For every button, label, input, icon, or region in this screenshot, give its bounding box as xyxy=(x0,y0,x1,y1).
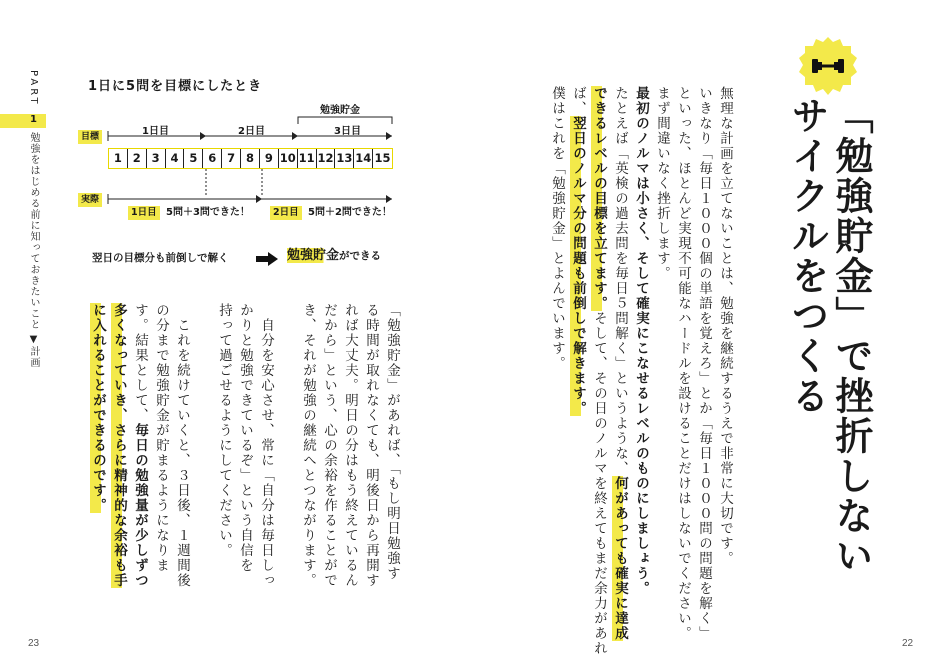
number-cell: 10 xyxy=(279,149,298,168)
barbell-icon xyxy=(798,36,858,96)
body-line: いきなり「毎日１０００個の単語を覚えろ」とか「毎日１０００問の問題を解く」 xyxy=(696,86,712,641)
actual-day-tag: 2日目 xyxy=(270,206,302,220)
number-cell: 4 xyxy=(166,149,185,168)
number-cell: 14 xyxy=(354,149,373,168)
page-title xyxy=(785,96,873,576)
number-cell: 3 xyxy=(147,149,166,168)
flow-left-text: 翌日の目標分も前倒しで解く xyxy=(92,252,229,264)
actual-label: 実際 xyxy=(78,193,102,207)
body-line: かりと勉強できているぞ」という自信を xyxy=(237,303,253,573)
body-line: ば、 xyxy=(570,86,586,116)
body-line: といった、ほとんど実現不可能なハードルを設けることだけはしないでください。 xyxy=(675,86,691,641)
goal-day-label: 2日目 xyxy=(238,126,265,137)
number-cell: 9 xyxy=(260,149,279,168)
flow-right-rest: ができる xyxy=(339,250,382,262)
actual-day-tag: 1日目 xyxy=(128,206,160,220)
number-cell: 11 xyxy=(298,149,317,168)
part-label: PART xyxy=(28,70,39,107)
body-line: る時間が取れなくても、明後日から再開す xyxy=(363,303,379,588)
number-cell: 12 xyxy=(317,149,336,168)
goal-day-label: 3日目 xyxy=(334,126,361,137)
goal-day-label: 1日目 xyxy=(142,126,169,137)
body-line: き、それが勉強の継続へとつながります。 xyxy=(300,303,316,588)
body-highlight: できるレベルの目標を立てます。 xyxy=(591,86,607,311)
body-highlight: に入れることができるのです。 xyxy=(90,303,106,513)
flow-right-bold: 勉強貯金 xyxy=(287,248,340,263)
goal-label: 目標 xyxy=(78,130,102,144)
body-line: だから」という、心の余裕を作ることがで xyxy=(321,303,337,588)
part-number: 1 xyxy=(30,114,37,125)
body-line: まず間違いなく挫折します。 xyxy=(654,86,670,281)
title-line-2: サイクルをつくる xyxy=(785,96,829,416)
number-cell: 6 xyxy=(203,149,222,168)
flow-right-text xyxy=(287,248,381,263)
page-number-left: 23 xyxy=(28,638,40,649)
number-cell: 1 xyxy=(109,149,128,168)
body-highlight: 何があっても確実に達成 xyxy=(612,476,628,641)
savings-label: 勉強貯金 xyxy=(320,105,360,116)
actual-note: 5問＋2問できた！ xyxy=(308,207,392,218)
number-cell: 2 xyxy=(128,149,147,168)
body-line: そして、その日のノルマを終えてもまだ余力があれ xyxy=(591,311,607,656)
body-line: 無理な計画を立てないことは、勉強を継続するうえで非常に大切です。 xyxy=(717,86,733,566)
number-cell: 8 xyxy=(241,149,260,168)
part-chapter-text: 勉強をはじめる前に知っておきたいこと ▼計画 xyxy=(28,132,39,369)
number-cell: 7 xyxy=(222,149,241,168)
right-arrow-icon xyxy=(256,251,278,270)
body-highlight: 多くなっていき、さらに精神的な余裕も手 xyxy=(111,303,127,588)
body-line-bold: 最初のノルマは小さく、そして確実にこなせるレベルのものにしましょう。 xyxy=(633,86,649,596)
number-cell: 5 xyxy=(184,149,203,168)
body-bold: 毎日の勉強量が少しずつ xyxy=(132,423,148,588)
diagram-title: 1日に5問を目標にしたとき xyxy=(88,79,263,94)
number-cell: 13 xyxy=(335,149,354,168)
right-body-text xyxy=(545,86,735,656)
body-line: れば大丈夫。明日の分はもう終えているん xyxy=(342,303,358,588)
page-number-right: 22 xyxy=(902,638,914,649)
body-line: の分まで勉強貯金が貯まるようになりま xyxy=(153,303,169,573)
body-highlight: 翌日のノルマ分の問題も前倒しで解きます。 xyxy=(570,116,586,416)
diagram-lines xyxy=(0,0,420,240)
body-line: 「勉強貯金」があれば、「もし明日勉強す xyxy=(384,303,400,582)
body-line: これを続けていくと、３日後、１週間後 xyxy=(174,303,190,588)
title-line-1: 「勉強貯金」で挫折しない xyxy=(829,96,873,576)
body-line: 僕はこれを「勉強貯金」とよんでいます。 xyxy=(549,86,565,371)
number-cell: 15 xyxy=(374,151,391,165)
body-line: たとえば「英検の過去問を毎日５問解く」というような、 xyxy=(612,86,628,476)
left-body-text xyxy=(87,303,402,588)
body-line: 自分を安心させ、常に「自分は毎日しっ xyxy=(258,303,274,588)
actual-note: 5問＋3問できた！ xyxy=(166,207,250,218)
body-line: す。結果として、 xyxy=(132,303,148,423)
body-line: 持って過ごせるようにしてください。 xyxy=(216,303,232,558)
